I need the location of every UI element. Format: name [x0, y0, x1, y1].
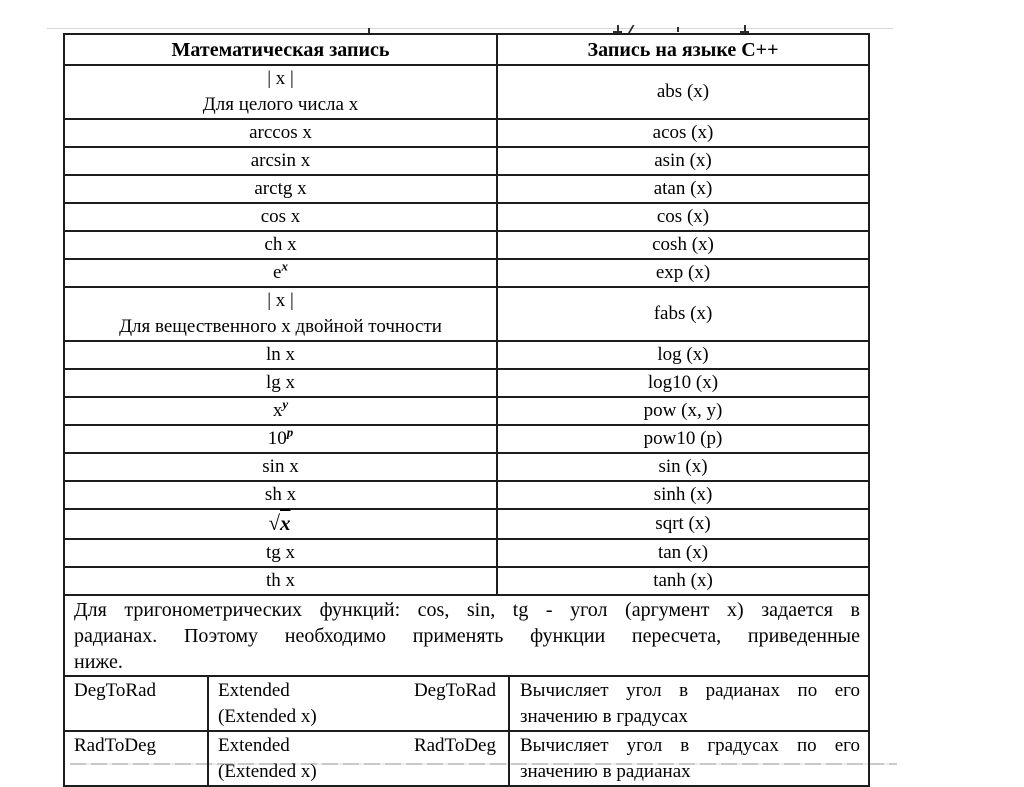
cpp-notation-cell: log10 (x) — [497, 369, 869, 397]
function-row-fabs — [64, 287, 869, 341]
description-line: Вычисляет угол в радианах по его — [520, 680, 860, 701]
cpp-notation-cell: abs (x) — [497, 65, 869, 119]
conversion-row-degtorad — [64, 676, 869, 731]
signature-function: DegToRad — [413, 680, 496, 701]
math-functions-table — [63, 33, 870, 787]
conversion-name-cell: DegToRad — [64, 676, 208, 731]
math-notation-cell: arccos x — [64, 119, 497, 147]
function-row-log — [64, 341, 869, 369]
function-row-cosh — [64, 231, 869, 259]
scan-artifact-line-top — [47, 28, 893, 29]
function-row-abs — [64, 65, 869, 119]
math-notation-cell: ln x — [64, 341, 497, 369]
conversion-description-cell — [509, 676, 869, 731]
math-notation-cell: arcsin x — [64, 147, 497, 175]
function-row-sinh — [64, 481, 869, 509]
cpp-notation-cell: log (x) — [497, 341, 869, 369]
signature-function: RadToDeg — [413, 735, 496, 756]
trig-note-line: радианах. Поэтому необходимо применять функции пересчета, приведенные — [74, 625, 860, 647]
math-notation-line: | x | — [267, 290, 294, 311]
math-notation-cell: th x — [64, 567, 497, 595]
math-notation-cell: arctg x — [64, 175, 497, 203]
signature-args: (Extended x) — [218, 761, 317, 782]
math-notation-line: Для вещественного x двойной точности — [119, 316, 442, 337]
math-notation-cell: sin x — [64, 453, 497, 481]
conversion-name-cell: RadToDeg — [64, 731, 208, 786]
cpp-notation-cell: pow10 (p) — [497, 425, 869, 453]
math-notation-cell: lg x — [64, 369, 497, 397]
math-notation-cell: $e^x$ — [64, 259, 497, 287]
function-row-asin — [64, 147, 869, 175]
sqrt-radical: √x — [268, 511, 291, 535]
function-row-pow — [64, 397, 869, 425]
math-notation-cell: $x^y$ — [64, 397, 497, 425]
cpp-notation-cell: exp (x) — [497, 259, 869, 287]
function-row-acos — [64, 119, 869, 147]
function-row-tan — [64, 539, 869, 567]
function-row-atan — [64, 175, 869, 203]
cpp-notation-cell: cos (x) — [497, 203, 869, 231]
trig-note-line: ниже. — [74, 651, 123, 673]
conversion-row-radtodeg — [64, 731, 869, 786]
math-notation-cell — [64, 65, 497, 119]
signature-type: Extended — [218, 735, 290, 756]
header-row — [64, 34, 869, 65]
function-row-tanh — [64, 567, 869, 595]
cpp-notation-cell: asin (x) — [497, 147, 869, 175]
trig-note-row — [64, 595, 869, 676]
cpp-notation-cell: fabs (x) — [497, 287, 869, 341]
header-cpp-notation: Запись на языке C++ — [497, 34, 869, 65]
cropped-text-artifact — [677, 27, 679, 32]
function-row-sin — [64, 453, 869, 481]
conversion-signature-cell — [208, 731, 509, 786]
math-notation-cell: ch x — [64, 231, 497, 259]
cpp-notation-cell: sinh (x) — [497, 481, 869, 509]
function-row-pow10 — [64, 425, 869, 453]
signature-args: (Extended x) — [218, 706, 317, 727]
math-notation-line: Для целого числа x — [202, 94, 359, 115]
header-math-notation: Математическая запись — [64, 34, 497, 65]
math-notation-cell: 10$^p$ — [64, 425, 497, 453]
cpp-notation-cell: cosh (x) — [497, 231, 869, 259]
function-row-sqrt — [64, 509, 869, 539]
function-row-log10 — [64, 369, 869, 397]
cpp-notation-cell: sqrt (x) — [497, 509, 869, 539]
description-line: значению в радианах — [520, 761, 691, 782]
math-notation-cell: tg x — [64, 539, 497, 567]
signature-type: Extended — [218, 680, 290, 701]
math-table-body — [64, 34, 869, 786]
cpp-notation-cell: pow (x, y) — [497, 397, 869, 425]
description-line: Вычисляет угол в градусах по его — [520, 735, 860, 756]
cpp-notation-cell: acos (x) — [497, 119, 869, 147]
function-row-exp — [64, 259, 869, 287]
math-notation-cell — [64, 287, 497, 341]
trig-note-line: Для тригонометрических функций: cos, sin, tg - угол (аргумент x) задается в — [74, 599, 860, 621]
description-line: значению в градусах — [520, 706, 688, 727]
cpp-notation-cell: atan (x) — [497, 175, 869, 203]
cpp-notation-cell: tanh (x) — [497, 567, 869, 595]
conversion-description-cell — [509, 731, 869, 786]
cpp-notation-cell: sin (x) — [497, 453, 869, 481]
conversion-signature-cell — [208, 676, 509, 731]
trig-note-cell — [64, 595, 869, 676]
math-notation-line: | x | — [267, 68, 294, 89]
cpp-notation-cell: tan (x) — [497, 539, 869, 567]
math-notation-cell: cos x — [64, 203, 497, 231]
math-notation-cell: sh x — [64, 481, 497, 509]
math-notation-cell — [64, 509, 497, 539]
function-row-cos — [64, 203, 869, 231]
